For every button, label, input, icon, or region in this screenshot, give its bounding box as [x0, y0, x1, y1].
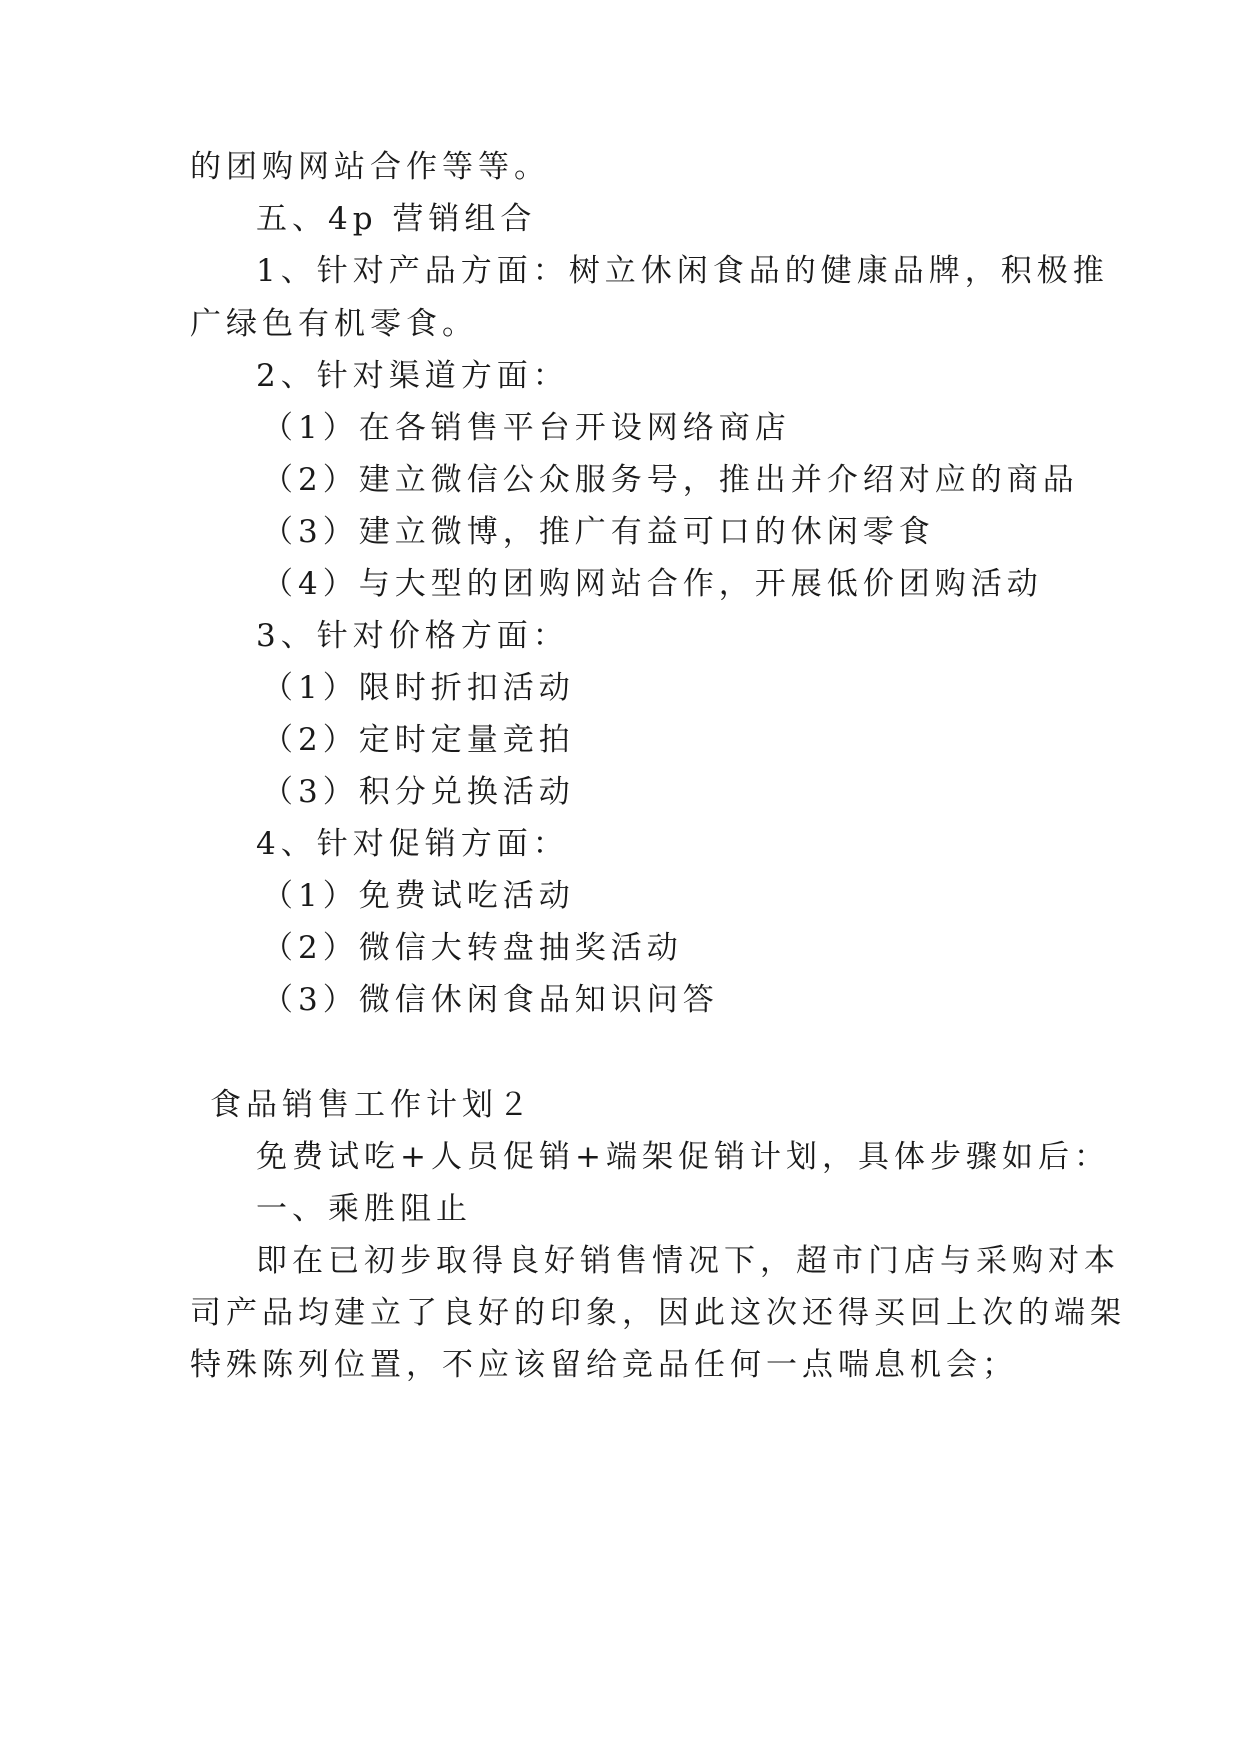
list-item: （2）定时定量竞拍 [262, 722, 575, 758]
list-item: （1）免费试吃活动 [262, 878, 575, 914]
list-item: （3）微信休闲食品知识问答 [262, 982, 719, 1018]
list-item: （1）在各销售平台开设网络商店 [262, 410, 791, 446]
paragraph-line: 特殊陈列位置，不应该留给竞品任何一点喘息机会； [190, 1347, 1018, 1383]
paragraph-line: 1、针对产品方面：树立休闲食品的健康品牌，积极推 [256, 253, 1109, 289]
subsection-heading: 3、针对价格方面： [256, 618, 569, 654]
list-item: （2）建立微信公众服务号，推出并介绍对应的商品 [262, 462, 1079, 498]
list-item: （1）限时折扣活动 [262, 670, 575, 706]
list-item: （4）与大型的团购网站合作，开展低价团购活动 [262, 566, 1043, 602]
paragraph-line: 即在已初步取得良好销售情况下，超市门店与采购对本 [256, 1243, 1120, 1279]
list-item: （3）建立微博，推广有益可口的休闲零食 [262, 514, 935, 550]
list-item: （2）微信大转盘抽奖活动 [262, 930, 683, 966]
paragraph-line: 司产品均建立了良好的印象，因此这次还得买回上次的端架 [190, 1295, 1126, 1331]
document-title: 食品销售工作计划２ [210, 1087, 534, 1123]
paragraph-line: 的团购网站合作等等。 [190, 149, 550, 185]
paragraph-line: 广绿色有机零食。 [190, 306, 478, 342]
paragraph-line: 免费试吃+人员促销+端架促销计划，具体步骤如后： [256, 1139, 1110, 1175]
section-heading: 一、乘胜阻止 [256, 1191, 472, 1227]
list-item: （3）积分兑换活动 [262, 774, 575, 810]
subsection-heading: 2、针对渠道方面： [256, 358, 569, 394]
section-heading: 五、4p 营销组合 [256, 201, 537, 237]
subsection-heading: 4、针对促销方面： [256, 826, 569, 862]
